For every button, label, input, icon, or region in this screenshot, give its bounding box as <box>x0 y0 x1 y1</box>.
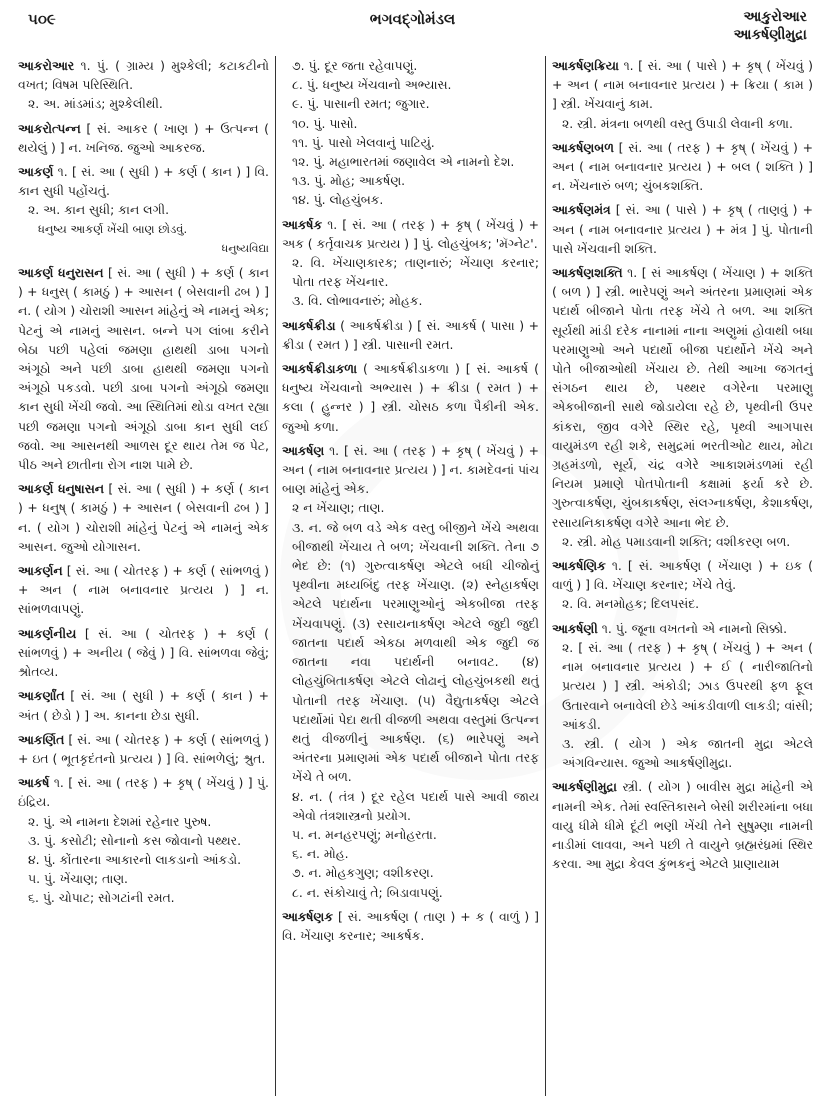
definition-text: [ સં. આ ( ચોતરફ ) + કર્ણ ( સાંભળવું ) + ઇત ( ભૂતકૃદંતનો પ્રત્યય ) ] વિ. સાંભળેલું; શ્રુત. <box>18 731 269 766</box>
definition-text: ૧. [ સં. આ ( તરફ ) + કૃષ્ ( ખેંચવું ) + અન ( નામ બનાવનાર પ્રત્યય ) ] ન. કામદેવનાં પાંચ બાણ માંહેનું એક. <box>282 442 539 497</box>
definition-text: ૧. [ સં આકર્ષણ ( ખેંચાણ ) + શક્તિ ( બળ ) ] સ્ત્રી. ભારેપણું અને અંતરના પ્રમાણમાં એક પદાર્થ બીજાને પોતા તરફ ખેંચે તે બળ. આ શક્તિ સૂર્યથી માંડી દરેક નાનામાં નાના અણુમાં હોવાથી બધા પરમાણુઓ અને પદાર્થો બીજા પદાર્થોને ખેંચે અને પોતે બીજાઓથી ખેંચાય છે. તેથી આખા જગતનું સંગઠન થાય છે, પથ્થર વગેરેના પરમાણુ એકબીજાની સાથે જોડાયેલા રહે છે, પૃથ્વીની ઉપર કાંકરા, જીવ વગેરે સ્થિર રહે, પૃથ્વી આગપાસ વાયુમંડળ રહી શકે, સમુદ્રમાં ભરતીઓટ થાય, મોટા ગ્રહમંડળો, સૂર્ય, ચંદ્ર વગેરે આકાશમંડળમાં રહી નિયમ પ્રમાણે પોતપોતાની કક્ષામાં ફર્યા કરે છે. ગુરુત્વાકર્ષણ, ચુંબકાકર્ષણ, સંલગ્નાકર્ષણ, કેશાકર્ષણ, રસાયનિકાકર્ષણ વગેરે આના ભેદ છે. <box>552 265 813 530</box>
headword: આકરોત્પન્ન <box>18 120 81 136</box>
book-title: ભગવદ્ગોમંડલ <box>369 10 456 28</box>
column-3 <box>546 56 813 1096</box>
guide-word-first: આકુરોઆર <box>743 9 807 25</box>
sense: ૨ ન ખેંચાણ; તાણ. <box>292 500 385 516</box>
definition-text: ૧. [ સં. આ ( પાસે ) + કૃષ્ ( ખેંચવું ) + અન ( નામ બનાવનાર પ્રત્યય ) + ક્રિયા ( કામ ) ] સ્ત્રી. ખેંચવાનું કામ. <box>552 58 813 112</box>
headword: આકર્ષક <box>282 216 323 232</box>
headword: આકર્ણનીય <box>18 625 77 641</box>
sense: ૫. ન. મનહરપણું; મનોહરતા. <box>292 826 437 842</box>
dictionary-entry <box>282 316 539 354</box>
dictionary-entry <box>282 907 539 945</box>
headword: આકર્ણ <box>18 164 54 180</box>
headword: આકર્ષણીમુદ્રા <box>552 779 617 795</box>
definition-text: ( આકર્ષક્રીડાકળા ) [ સં. આકર્ષ ( ધનુષ્ય ખેંચવાનો અભ્યાસ ) + ક્રીડા ( રમત ) + કલા ( હુન્નર ) ] સ્ત્રી. ચોસઠ કળા પૈકીની એક. જુઓ કળા. <box>282 361 539 434</box>
dictionary-entry <box>552 56 813 133</box>
headword: આકર્ષણક <box>282 908 333 924</box>
sense: ૬. પું. ચોપાટ; સોગટાંની રમત. <box>28 890 175 906</box>
dictionary-entry <box>18 56 269 114</box>
definition-text: [ સં. આ ( સુધી ) + કર્ણ ( કાન ) + ધનુષ્ ( કામઠું ) + આસન ( બેસવાની ઢબ ) ] ન. ( યોગ ) ચોરાશી માંહેનું પેટનું એ નામનું એક આસન. જુઓ યોગાસન. <box>18 481 269 554</box>
dictionary-entry <box>18 773 269 907</box>
dictionary-entry <box>282 441 539 902</box>
sense: ૭. ન. મોહકગુણ; વશીકરણ. <box>292 865 434 881</box>
dictionary-entry <box>282 56 539 210</box>
definition-text: [ સં. આ ( સુધી ) + કર્ણ ( કાન ) + ધનુસ્ ( કામઠું ) + આસન ( બેસવાની ઢબ ) ] ન. ( યોગ ) ચોરાશી આસન માંહેનું એ નામનું એક; પેટનું એ નામનું આસન. બન્ને પગ લાંબા કરીને બેઠા પછી પહેલાં જમણા હાથથી ડાબા પગનો અંગૂઠો અને પછી ડાબા હાથથી જમણા પગનો અંગૂઠો પકડવો. પછી ડાબા પગનો અંગૂઠો જમણા કાન સુધી ખેંચી જવો. આ સ્થિતિમાં થોડા વખત રહ્યા પછી જમણા પગનો અંગૂઠો ડાબા કાન સુધી લઈ જવો. આ આસનથી આળસ દૂર થાય તેમ જ પેટ, પીઠ અને છાતીના રોગ નાશ પામે છે. <box>18 265 269 473</box>
sense: ૩. ન. જે બળ વડે એક વસ્તુ બીજીને ખેંચે અથવા બીજાથી ખેંચાય તે બળ; ખેંચવાની શક્તિ. તેના ૭ ભેદ છે: (૧) ગુરુત્વાકર્ષણ એટલે બધી ચીજોનું પૃથ્વીના મધ્યબિંદુ તરફ ખેંચાણ. (૨) સ્નેહાકર્ષણ એટલે પદાર્થના પરમાણુઓનું એકબીજા તરફ ખેંચવાપણું. (૩) રસાયનાકર્ષણ એટલે જુદી જુદી જાતના પદાર્થ એકઠા મળવાથી એક જુદી જ જાતના નવા પદાર્થની બનાવટ. (૪) લોહચુંબિતાકર્ષણ એટલે લોઢાનું લોહચુંબકથી થતું પોતાની તરફ ખેંચાણ. (૫) વૈદ્યુતાકર્ષણ એટલે પદાર્થોમાં પેદા થતી વીજળી અથવા વસ્તુમાં ઉત્પન્ન થતું વીજળીનું આકર્ષણ. (૬) ભારેપણું અને અંતરના પ્રમાણમાં એક પદાર્થ બીજાને પોતા તરફ ખેંચે તે બળ. <box>292 519 539 785</box>
headword: આકર્ષણમંત્ર <box>552 202 611 218</box>
definition-text: ૧. [ સં. આ ( સુધી ) + કર્ણ ( કાન ) ] વિ. કાન સુધી પહોંચતું. <box>18 164 269 199</box>
definition-text: ૧. પું. ( ગ્રામ્ય ) મુશ્કેલી; કટાકટીનો વખત; વિષમ પરિસ્થિતિ. <box>18 58 269 93</box>
page-number: ૫૦૯ <box>28 10 56 28</box>
headword: આકર્ષણી <box>552 620 598 636</box>
sense: ૨. વિ. મનમોહક; દિલપસંદ. <box>562 596 700 612</box>
dictionary-entry <box>552 138 813 196</box>
headword: આકર્ણન <box>18 563 63 579</box>
dictionary-columns <box>18 56 813 1096</box>
dictionary-entry <box>18 561 269 619</box>
dictionary-entry <box>18 686 269 724</box>
sense: ૨. અ. માંડમાંડ; મુશ્કેલીથી. <box>28 96 163 112</box>
sense: ૨. સ્ત્રી. મંત્રના બળથી વસ્તુ ઉપાડી લેવાની કળા. <box>562 115 793 131</box>
definition-text: [ સં. આ ( પાસે ) + કૃષ્ ( તાણવું ) + અન ( નામ બનાવનાર પ્રત્યય ) + મંત્ર ] પું. પોતાની પાસે ખેંચવાની શક્તિ. <box>552 202 813 256</box>
sense: ૧૧. પું. પાસો ખેલવાનું પાટિયું. <box>292 134 435 150</box>
sense: ૪. ન. ( તંત્ર ) દૂર રહેલ પદાર્થ પાસે આવી જાય એવો તંત્રશાસ્ત્રનો પ્રયોગ. <box>292 788 539 823</box>
headword: આકર્ણિત <box>18 731 65 747</box>
headword: આકર્ષણબળ <box>552 139 614 155</box>
headword: આકર્ણ ધનુષાસન <box>18 481 104 497</box>
sense: ૧૩. પું. મોહ; આકર્ષણ. <box>292 173 406 189</box>
sense: ૨. વિ. ખેંચાણકારક; તાણનારું; ખેંચાણ કરનાર; પોતા તરફ ખેંચનાર. <box>292 255 539 290</box>
dictionary-entry <box>18 730 269 768</box>
sense: ૧૨. પું. મહાભારતમાં જણાવેલ એ નામનો દેશ. <box>292 154 515 170</box>
dictionary-entry <box>552 263 813 551</box>
sense: ૮. પું. ધનુષ્ય ખેંચવાનો અભ્યાસ. <box>292 77 452 93</box>
definition-text: [ સં. આ ( ચોતરફ ) + કર્ણ ( સાંભળવું ) + અન ( નામ બનાવનાર પ્રત્યય ) ] ન. સાંભળવાપણું. <box>18 563 269 617</box>
dictionary-entry <box>18 624 269 682</box>
sense: ૨. પું. એ નામના દેશમાં રહેનાર પુરુષ. <box>28 813 212 829</box>
sense: ૨. અ. કાન સુધી; કાન લગી. <box>28 202 170 218</box>
definition-text: [ સં. આ ( ચોતરફ ) + કર્ણ ( સાંભળવું ) + અનીય ( જેવું ) ] વિ. સાંભળવા જેવું; શ્રોતવ્ય. <box>18 625 269 680</box>
definition-text: [ સં. આ ( સુધી ) + કર્ણ ( કાન ) + અંત ( છેડો ) ] અ. કાનના છેડા સુધી. <box>18 688 269 723</box>
page-header <box>0 8 825 52</box>
example-source: ધનુષ્યવિદ્યા <box>221 241 269 255</box>
headword: આકર્ષણિક <box>552 558 606 574</box>
dictionary-entry <box>18 263 269 474</box>
dictionary-entry <box>282 359 539 436</box>
dictionary-entry <box>552 777 813 873</box>
headword: આકર્ષક્રીડાકળા <box>282 361 358 377</box>
definition-text: ૧. [ સં. આ ( તરફ ) + કૃષ્ ( ખેંચવું ) + અક ( કર્તૃવાચક પ્રત્યય ) ] પું. લોહચુંબક; 'મૅગ્નેટ'. <box>282 216 539 251</box>
headword: આકર્ષણક્રિયા <box>552 58 619 73</box>
column-1 <box>18 56 276 1096</box>
sense: ૩. સ્ત્રી. ( યોગ ) એક જાતની મુદ્રા એટલે અંગવિન્યાસ. જુઓ આકર્ષણીમુદ્રા. <box>562 735 813 771</box>
dictionary-entry <box>552 200 813 258</box>
headword: આકર્ણાંત <box>18 688 65 704</box>
sense: ૩. વિ. લોભાવનારું; મોહક. <box>292 293 423 309</box>
guide-word-last: આકર્ષણીમુદ્રા <box>733 27 807 43</box>
dictionary-entry <box>282 215 539 311</box>
sense: ૪. પું. કોંતારના આકારનો લાકડાનો આંકડો. <box>28 851 242 867</box>
definition-text: [ સં. આકર ( ખાણ ) + ઉત્પન્ન ( થયેલું ) ] ન. ખનિજ. જુઓ આકરજ. <box>18 120 269 155</box>
dictionary-entry <box>18 119 269 157</box>
sense: ૧૦. પું. પાસો. <box>292 115 358 131</box>
sense: ૨. [ સં. આ ( તરફ ) + કૃષ્ ( ખેંચવું ) + અન ( નામ બનાવનાર પ્રત્યય ) + ઈ ( નારીજાતિનો પ્રત્યય ) ] સ્ત્રી. અંકોડી; ઝાડ ઉપરથી ફળ ફૂલ ઉતારવાને બનાવેલી છેડે આંકડીવાળી લાકડી; વાંસી; આંકડી. <box>562 639 813 732</box>
sense: ૧૪. પું. લોહચુંબક. <box>292 192 384 208</box>
column-2 <box>276 56 546 1096</box>
sense: ૯. પું. પાસાની રમત; જુગાર. <box>292 96 430 112</box>
definition-text: સ્ત્રી. ( યોગ ) બાવીસ મુદ્રા માંહેની એ નામની એક. તેમાં સ્વસ્તિકાસને બેસી શરીરમાંના બધા વાયુ ધીમે ધીમે દૂંટી ભણી ખેંચી તેને સુષુમ્ણા નામની નાડીમાં લાવવા, અને પછી તે વાયુને બ્રહ્મરંધ્રમાં સ્થિર કરવા. આ મુદ્રા કેવલ કુંભકનું એટલે પ્રાણાયામ <box>552 779 813 872</box>
headword: આકર્ષણશક્તિ <box>552 265 623 281</box>
definition-text: ૧. પું. જૂના વખતનો એ નામનો સિક્કો. <box>601 620 788 636</box>
dictionary-entry <box>552 556 813 614</box>
headword: આકરોઆર <box>18 58 75 73</box>
dictionary-entry <box>552 619 813 773</box>
sense: ૮. ન. સંકોચાવું તે; બિડાવાપણું. <box>292 884 443 900</box>
sense: ૨. સ્ત્રી. મોહ પમાડવાની શક્તિ; વશીકરણ બળ. <box>562 533 791 549</box>
headword: આકર્ષક્રીડા <box>282 317 336 333</box>
definition-text: [ સં. આકર્ષણ ( તાણ ) + ક ( વાળું ) ] વિ. ખેંચાણ કરનાર; આકર્ષક. <box>282 908 539 943</box>
headword: આકર્ષ <box>18 775 50 791</box>
dictionary-entry <box>18 162 269 258</box>
dictionary-entry <box>18 479 269 556</box>
guide-words <box>734 8 807 44</box>
definition-text: ૧. [ સં. આકર્ષણ ( ખેંચાણ ) + ઇક ( વાળું ) ] વિ. ખેંચાણ કરનાર; ખેંચે તેવું. <box>552 558 813 593</box>
headword: આકર્ષણ <box>282 442 325 458</box>
sense: ૭. પું. દૂર જતા રહેવાપણું. <box>292 58 418 73</box>
sense: ૬. ન. મોહ. <box>292 846 349 862</box>
definition-text: ૧. [ સં. આ ( તરફ ) + કૃષ્ ( ખેંચવું ) ] પું. ઇંદ્રિય. <box>18 775 269 810</box>
sense: ૩. પું. કસોટી; સોનાનો કસ જોવાનો પથ્થર. <box>28 832 242 848</box>
sense: ૫. પું. ખેંચાણ; તાણ. <box>28 871 128 887</box>
definition-text: [ સં. આ ( તરફ ) + કૃષ્ ( ખેંચવું ) + અન ( નામ બનાવનાર પ્રત્યય ) + બલ ( શક્તિ ) ] ન. ખેંચનારું બળ; ચુંબકશક્તિ. <box>552 139 813 194</box>
usage-example: ધનુષ્ય આકર્ણ ખેંચી બાણ છોડવું. <box>38 221 188 236</box>
definition-text: ( આકર્ષક્રીડા ) [ સં. આકર્ષ ( પાસા ) + ક્રીડા ( રમત ) ] સ્ત્રી. પાસાની રમત. <box>282 317 539 352</box>
headword: આકર્ણ ધનુરાસન <box>18 265 104 281</box>
